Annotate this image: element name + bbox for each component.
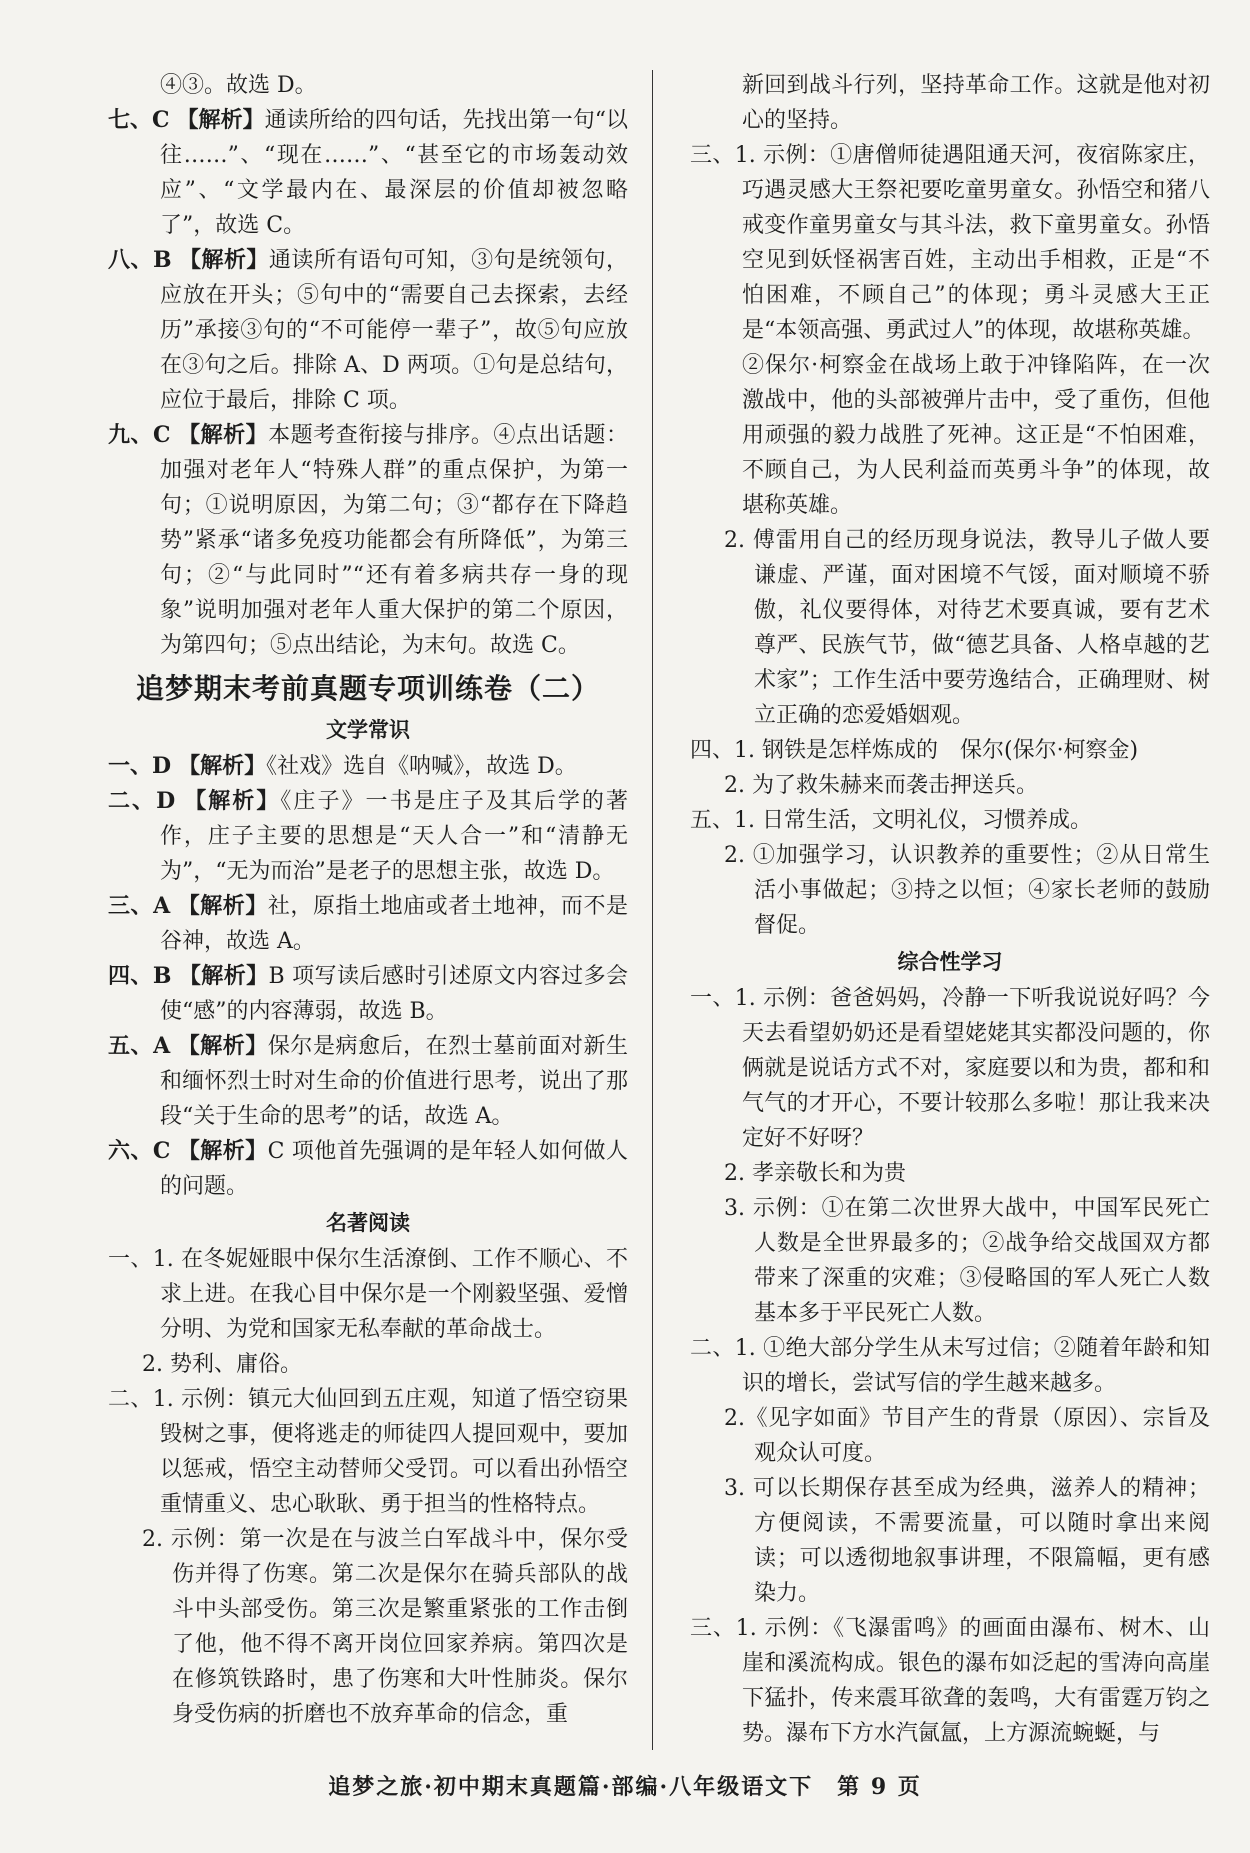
answer-a4	[108, 959, 628, 1029]
analysis-tag: 【解析】	[177, 1033, 268, 1059]
answer-d2-2: 2.《见字如面》节目产生的背景（原因）、宗旨及观众认可度。	[724, 1406, 1210, 1466]
answer-b2-2: 2. 示例：第一次是在与波兰白军战斗中，保尔受伤并得了伤寒。第二次是保尔在骑兵部队的战斗中头部受伤。第三次是繁重紧张的工作击倒了他，他不得不离开岗位回家养病。第四次是在修筑铁路时，患了伤寒和大叶性肺炎。保尔身受伤病的折磨也不放弃革命的信念，重	[142, 1527, 628, 1727]
analysis-text: 本题考查衔接与排序。④点出话题：加强对老年人“特殊人群”的重点保护，为第一句；①说明原因，为第二句；③“都存在下降趋势”紧承“诸多免疫功能都会有所降低”，为第三句；②“与此同时”“还有着多病共存一身的现象”说明加强对老年人重大保护的第二个原因，为第四句；⑤点出结论，为末句。故选 C。	[160, 423, 628, 658]
answer-a6	[108, 1134, 628, 1204]
analysis-text: 《庄子》一书是庄子及其后学的著作，庄子主要的思想是“天人合一”和“清静无为”，“无为而治”是老子的思想主张，故选 D。	[160, 789, 628, 884]
answer-d2-1: 二、1. ①绝大部分学生从未写过信；②随着年龄和知识的增长，尝试写信的学生越来越多。	[690, 1336, 1210, 1396]
analysis-tag: 【解析】	[177, 893, 268, 919]
analysis-text: 保尔是病愈后，在烈士墓前面对新生和缅怀烈士时对生命的价值进行思考，说出了那段“关于生命的思考”的话，故选 A。	[160, 1034, 628, 1129]
section-title: 追梦期末考前真题专项训练卷（二）	[135, 672, 600, 705]
analysis-text: B 项写读后感时引述原文内容过多会使“感”的内容薄弱，故选 B。	[160, 964, 628, 1024]
answer-c3-1: 三、1. 示例：①唐僧师徒遇阻通天河，夜宿陈家庄，巧遇灵感大王祭祀要吃童男童女。孙悟空和猪八戒变作童男童女与其斗法，救下童男童女。孙悟空见到妖怪祸害百姓，主动出手相救，正是“不怕困难，不顾自己”的体现；勇斗灵感大王正是“本领高强、勇武过人”的体现，故堪称英雄。	[690, 143, 1210, 343]
answer-number: 八、B	[108, 247, 172, 273]
answer-number: 七、C	[108, 107, 170, 133]
answer-number: 一、D	[108, 753, 172, 779]
answer-number: 五、A	[108, 1033, 171, 1059]
answer-c4-1: 四、1. 钢铁是怎样炼成的 保尔(保尔·柯察金)	[690, 738, 1139, 763]
subsection-title: 文学常识	[326, 718, 410, 742]
analysis-tag: 【解析】	[178, 753, 267, 779]
analysis-text: 社，原指土地庙或者土地神，而不是谷神，故选 A。	[160, 894, 628, 954]
analysis-text: 通读所给的四句话，先找出第一句“以往……”、“现在……”、“甚至它的市场轰动效应”、“文学最内在、最深层的价值却被忽略了”，故选 C。	[160, 108, 628, 238]
answer-b2-1: 二、1. 示例：镇元大仙回到五庄观，知道了悟空窃果毁树之事，便将逃走的师徒四人提回观中，要加以惩戒，悟空主动替师父受罚。可以看出孙悟空重情重义、忠心耿耿、勇于担当的性格特点。	[108, 1387, 628, 1517]
answer-a1	[108, 749, 628, 784]
answer-c3-1b: ②保尔·柯察金在战场上敢于冲锋陷阵，在一次激战中，他的头部被弹片击中，受了重伤，但他用顽强的毅力战胜了死神。这正是“不怕困难，不顾自己，为人民利益而英勇斗争”的体现，故堪称英雄。	[742, 353, 1210, 518]
right-column	[690, 68, 1210, 1751]
subsection-title: 综合性学习	[897, 950, 1003, 974]
answer-b1-1: 一、1. 在冬妮娅眼中保尔生活潦倒、工作不顺心、不求上进。在我心目中保尔是一个刚毅坚强、爱憎分明、为党和国家无私奉献的革命战士。	[108, 1247, 628, 1342]
answer-d3-1: 三、1. 示例：《飞瀑雷鸣》的画面由瀑布、树木、山崖和溪流构成。银色的瀑布如泛起的雪涛向高崖下猛扑，传来震耳欲聋的轰鸣，大有雷霆万钧之势。瀑布下方水汽氤氲，上方源流蜿蜒，与	[690, 1616, 1210, 1746]
subsection-title: 名著阅读	[326, 1211, 410, 1235]
answer-d1-1: 一、1. 示例：爸爸妈妈，冷静一下听我说说好吗？今天去看望奶奶还是看望姥姥其实都没问题的，你俩就是说话方式不对，家庭要以和为贵，都和和气气的才开心，不要计较那么多啦！那让我来决定好不好呀？	[690, 986, 1210, 1151]
analysis-tag: 【解析】	[178, 422, 269, 448]
answer-q7	[108, 103, 628, 243]
page-footer: 追梦之旅·初中期末真题篇·部编·八年级语文下 第 9 页	[328, 1774, 922, 1800]
answer-c4-2: 2. 为了救朱赫来而袭击押送兵。	[724, 773, 1038, 798]
analysis-tag: 【解析】	[178, 963, 269, 989]
analysis-text: 通读所有语句可知，③句是统领句，应放在开头；⑤句中的“需要自己去探索，去经历”承接③句的“不可能停一辈子”，故⑤句应放在③句之后。排除 A、D 两项。①句是总结句，应位于最后，排除 C 项。	[160, 248, 628, 413]
analysis-text: 《社戏》选自《呐喊》，故选 D。	[266, 754, 577, 779]
answer-number: 九、C	[108, 422, 171, 448]
answer-d1-3: 3. 示例：①在第二次世界大战中，中国军民死亡人数是全世界最多的；②战争给交战国双方都带来了深重的灾难；③侵略国的军人死亡人数基本多于平民死亡人数。	[724, 1196, 1210, 1326]
answer-c5-2: 2. ①加强学习，认识教养的重要性；②从日常生活小事做起；③持之以恒；④家长老师的鼓励督促。	[724, 843, 1210, 938]
answer-d1-2: 2. 孝亲敬长和为贵	[724, 1161, 906, 1186]
answer-number: 四、B	[108, 963, 172, 989]
answer-a3	[108, 889, 628, 959]
analysis-tag: 【解析】	[184, 788, 281, 814]
answer-number: 三、A	[108, 893, 171, 919]
answer-b1-2: 2. 势利、庸俗。	[142, 1352, 302, 1377]
answer-q8	[108, 243, 628, 418]
column-divider	[652, 70, 653, 1750]
analysis-tag: 【解析】	[179, 247, 269, 273]
answer-number: 二、D	[108, 788, 176, 814]
answer-number: 六、C	[108, 1138, 171, 1164]
analysis-tag: 【解析】	[176, 107, 265, 133]
analysis-tag: 【解析】	[177, 1138, 268, 1164]
answer-a2	[108, 784, 628, 889]
paragraph: ④③。故选 D。	[160, 73, 317, 98]
answer-d2-3: 3. 可以长期保存甚至成为经典，滋养人的精神；方便阅读，不需要流量，可以随时拿出来阅读；可以透彻地叙事讲理，不限篇幅，更有感染力。	[724, 1476, 1210, 1606]
answer-c3-2: 2. 傅雷用自己的经历现身说法，教导儿子做人要谦虚、严谨，面对困境不气馁，面对顺境不骄傲，礼仪要得体，对待艺术要真诚，要有艺术尊严、民族气节，做“德艺具备、人格卓越的艺术家”；工作生活中要劳逸结合，正确理财、树立正确的恋爱婚姻观。	[724, 528, 1210, 728]
paragraph: 新回到战斗行列，坚持革命工作。这就是他对初心的坚持。	[742, 73, 1210, 133]
answer-c5-1: 五、1. 日常生活，文明礼仪，习惯养成。	[690, 808, 1092, 833]
analysis-text: C 项他首先强调的是年轻人如何做人的问题。	[160, 1139, 628, 1199]
left-column	[108, 68, 628, 1732]
answer-q9	[108, 418, 628, 663]
answer-a5	[108, 1029, 628, 1134]
